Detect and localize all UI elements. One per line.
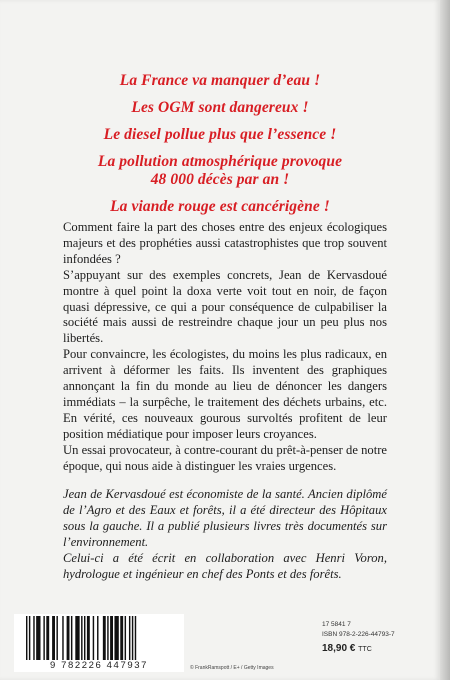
- bio-paragraph: Jean de Kervasdoué est économiste de la santé. Ancien diplômé de l’Agro et des Eaux et forêts, il a été directeur des Hôpitaux sous la gauche. Il a publié plusieurs livres très documentés sur l’environnement.: [63, 487, 387, 549]
- barcode-bar: [135, 616, 136, 660]
- barcode-bar: [52, 616, 55, 660]
- barcode-bar: [71, 616, 72, 660]
- barcode-bar: [29, 616, 30, 660]
- slogan-pollution-line2: 48 000 décès par an !: [150, 171, 290, 188]
- description-paragraph: Pour convaincre, les écologistes, du moins les plus radicaux, en arrivent à déformer les faits. Ils inventent des graphiques annonçant la fin du monde au lieu de dénoncer les dangers immédiats – la surpêche, le traitement des déchets urbains, etc. En vérité, ces nouveaux gourous survoltés profitent de leur position médiatique pour imposer leurs croyances.: [63, 347, 387, 441]
- barcode-bar: [75, 616, 79, 660]
- barcode-bar: [107, 616, 108, 660]
- barcode-bar: [43, 616, 44, 660]
- slogan-red-meat: La viande rouge est cancérigène !: [110, 198, 330, 215]
- price-suffix: TTC: [358, 646, 372, 653]
- slogan-pollution-line1: La pollution atmosphérique provoque: [97, 153, 343, 170]
- barcode-bar: [97, 616, 98, 660]
- slogan-diesel: Le diesel pollue plus que l’essence !: [103, 126, 337, 143]
- barcode-bar: [125, 616, 126, 660]
- barcode-bar: [87, 616, 90, 660]
- barcode-bar: [26, 616, 27, 660]
- isbn: ISBN 978-2-226-44793-7: [322, 631, 395, 638]
- barcode-bar: [81, 616, 82, 660]
- description-paragraph: S’appuyant sur des exemples concrets, Jean de Kervasdoué montre à quel point la doxa verte voit tout en noir, de façon quasi dépressive, ce qui a pour conséquence de culpabiliser la société mais aussi de restreindre chaque jour un peu plus nos libertés.: [63, 267, 387, 346]
- photo-credit: © FrankRamspott / E+ / Getty Images: [190, 665, 274, 671]
- barcode-bar: [103, 616, 106, 660]
- description-text: [63, 220, 387, 475]
- barcode-digits: 9 782226 447937: [50, 660, 148, 671]
- barcode-bar: [93, 616, 94, 660]
- description-paragraph: Un essai provocateur, à contre-courant du prêt-à-penser de notre époque, qui nous aide à distinguer les vraies urgences.: [63, 442, 387, 473]
- spine-edge: [440, 0, 450, 680]
- price-amount: 18,90 €: [322, 643, 356, 654]
- barcode-bar: [56, 616, 57, 660]
- bio-paragraph: Celui-ci a été écrit en collaboration avec Henri Voron, hydrologue et ingénieur en chef des Ponts et des forêts.: [63, 550, 387, 581]
- barcode-bar: [84, 616, 85, 660]
- barcode-bar: [114, 616, 118, 660]
- barcode-bar: [132, 616, 133, 660]
- barcode-bar: [46, 616, 49, 660]
- author-bio: [63, 487, 387, 582]
- description-paragraph: Comment faire la part des choses entre des enjeux écologiques majeurs et des prophéties aussi catastrophistes que trop souvent infondées ?: [63, 220, 387, 266]
- slogan-gmo: Les OGM sont dangereux !: [131, 99, 309, 116]
- slogan-block: [0, 72, 440, 225]
- barcode-bars: [24, 616, 174, 660]
- barcode-bar: [120, 616, 123, 660]
- slogan-water: La France va manquer d’eau !: [119, 72, 321, 89]
- barcode-bar: [62, 616, 63, 660]
- barcode: [14, 614, 184, 672]
- barcode-bar: [129, 616, 130, 660]
- barcode-bar: [110, 616, 113, 660]
- barcode-bar: [33, 616, 34, 660]
- price: [322, 643, 372, 654]
- product-code: 17 5841 7: [322, 621, 351, 628]
- barcode-bar: [36, 616, 40, 660]
- barcode-bar: [67, 616, 70, 660]
